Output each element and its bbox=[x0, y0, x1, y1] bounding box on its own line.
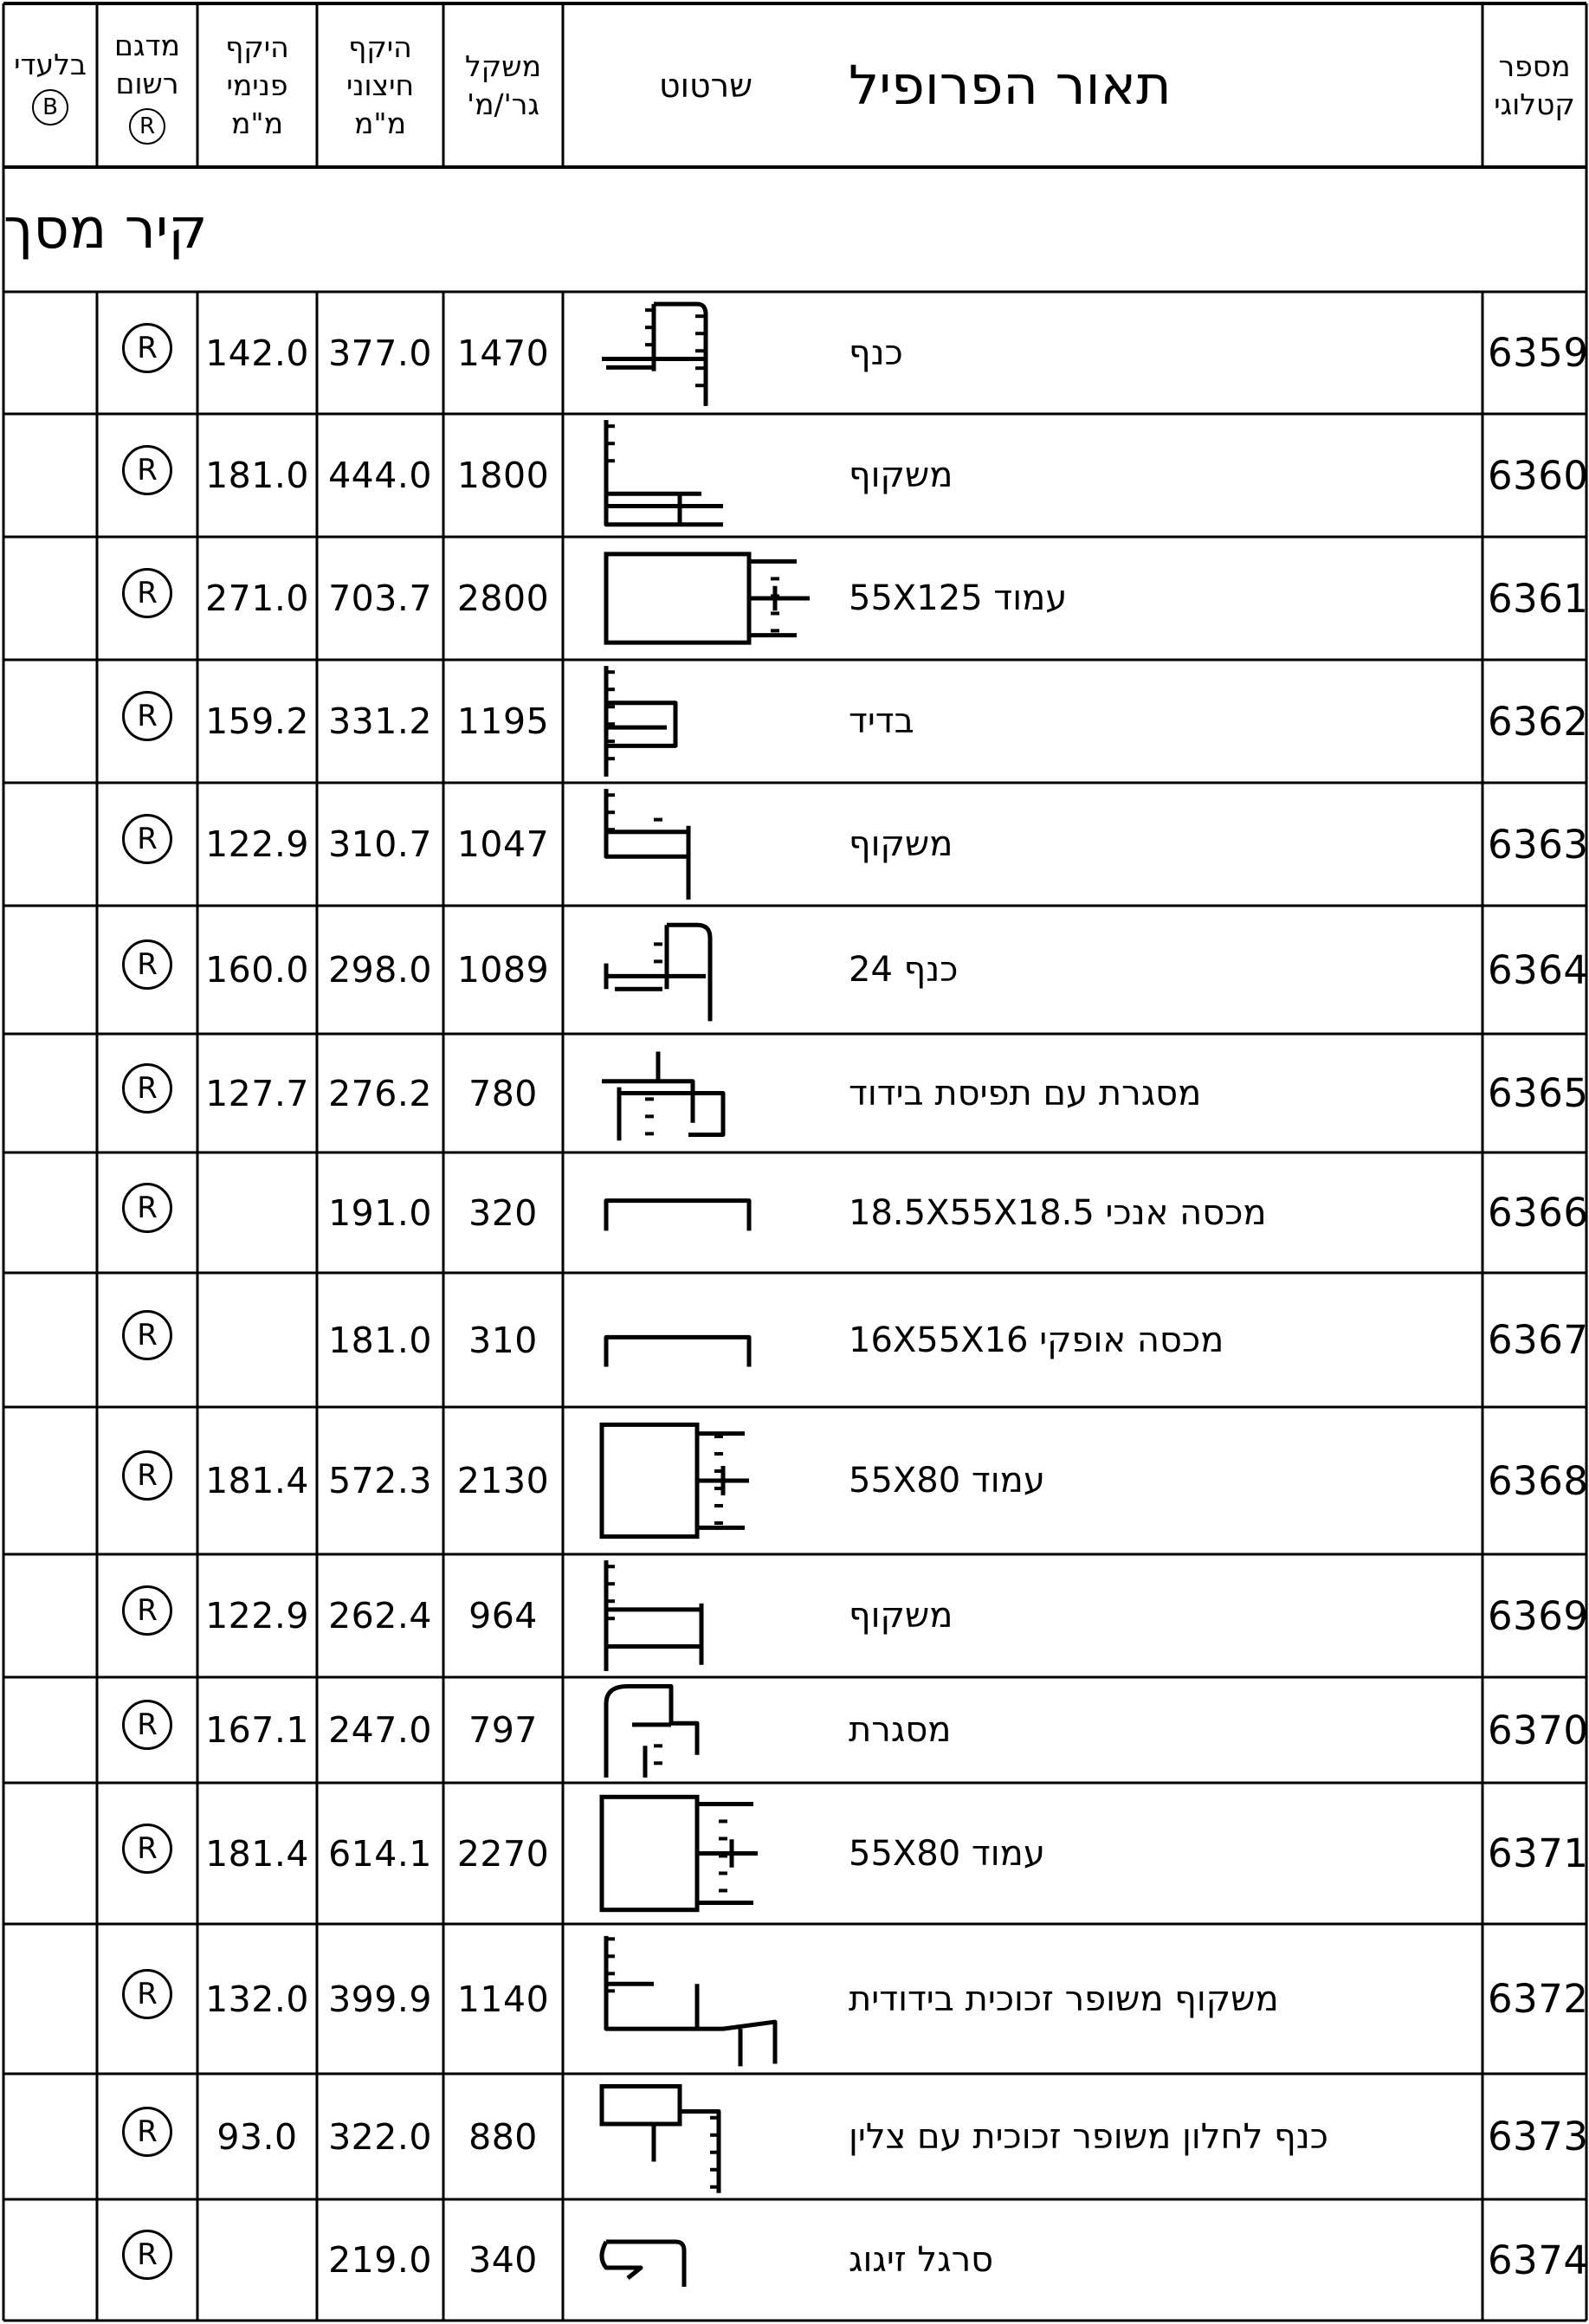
catalog-number: 6363 bbox=[1488, 821, 1589, 868]
frame-box-profile-drawing bbox=[567, 1677, 853, 1783]
mullion-profile-drawing bbox=[567, 537, 853, 660]
weight-value: 2800 bbox=[456, 578, 550, 619]
section-title: קיר מסך bbox=[3, 197, 208, 261]
inner-perimeter-value: 271.0 bbox=[205, 578, 309, 619]
registered-design-icon: R bbox=[122, 814, 172, 864]
header-registered-design-line: מדגם bbox=[114, 28, 180, 62]
outer-perimeter-value: 399.9 bbox=[328, 1978, 432, 2020]
exclusive-cell bbox=[3, 2199, 97, 2321]
profile-description: כנף bbox=[849, 332, 903, 373]
weight-value: 797 bbox=[468, 1709, 538, 1751]
mullion-profile-80b-drawing bbox=[567, 1783, 853, 1924]
exclusive-cell bbox=[3, 906, 97, 1034]
catalog-number: 6374 bbox=[1488, 2237, 1589, 2283]
header-weight-line: גר'/מ' bbox=[467, 87, 539, 121]
outer-perimeter-value: 276.2 bbox=[328, 1072, 432, 1114]
inner-perimeter-value bbox=[197, 1273, 317, 1407]
frame-profile-drawing bbox=[567, 414, 853, 537]
weight-value: 1089 bbox=[456, 949, 550, 991]
exclusive-cell bbox=[3, 1152, 97, 1273]
sash-profile-24-drawing bbox=[567, 906, 853, 1034]
registered-design-icon: R bbox=[122, 2230, 172, 2280]
registered-design-icon: R bbox=[122, 1450, 172, 1501]
inner-perimeter-value bbox=[197, 1152, 317, 1273]
profile-description: בדיד bbox=[849, 701, 914, 741]
outer-perimeter-value: 191.0 bbox=[328, 1191, 432, 1234]
catalog-number: 6361 bbox=[1488, 575, 1589, 622]
frame-profile-2-drawing bbox=[567, 783, 853, 906]
header-outer-perimeter-line: היקף bbox=[348, 29, 412, 64]
exclusive-cell bbox=[3, 414, 97, 537]
registered-design-icon: R bbox=[122, 445, 172, 495]
catalog-number: 6371 bbox=[1488, 1830, 1589, 1876]
inner-perimeter-value: 122.9 bbox=[205, 823, 309, 865]
header-weight-line: משקל bbox=[465, 48, 541, 83]
catalog-number: 6370 bbox=[1488, 1707, 1589, 1753]
header-outer-perimeter bbox=[317, 3, 443, 167]
catalog-number: 6360 bbox=[1488, 452, 1589, 499]
registered-design-icon: R bbox=[122, 1063, 172, 1114]
inner-perimeter-value: 167.1 bbox=[205, 1709, 309, 1751]
weight-value: 1470 bbox=[456, 332, 550, 374]
improved-sash-profile-drawing bbox=[567, 2074, 853, 2199]
profile-description: מכסה אנכי 18.5X55X18.5 bbox=[849, 1192, 1267, 1233]
weight-value: 1047 bbox=[456, 823, 550, 865]
inner-perimeter-value: 127.7 bbox=[205, 1072, 309, 1114]
catalog-number: 6359 bbox=[1488, 330, 1589, 376]
exclusive-cell bbox=[3, 783, 97, 906]
header-exclusive bbox=[3, 3, 97, 167]
profile-description: מכסה אופקי 16X55X16 bbox=[849, 1320, 1224, 1360]
registered-design-icon: R bbox=[122, 1824, 172, 1874]
profile-description: כנף לחלון משופר זכוכית עם צלין bbox=[849, 2116, 1328, 2157]
header-inner-perimeter-line: פנימי bbox=[226, 68, 288, 102]
catalog-number: 6368 bbox=[1488, 1457, 1589, 1504]
outer-perimeter-value: 614.1 bbox=[328, 1832, 432, 1875]
exclusive-cell bbox=[3, 2074, 97, 2199]
inner-perimeter-value: 159.2 bbox=[205, 700, 309, 742]
header-profile-description: תאור הפרופיל bbox=[849, 54, 1172, 117]
outer-perimeter-value: 331.2 bbox=[328, 700, 432, 742]
exclusive-cell bbox=[3, 292, 97, 414]
profile-description: מסגרת עם תפיסת בידוד bbox=[849, 1073, 1202, 1114]
profile-description: עמוד 55X125 bbox=[849, 578, 1068, 618]
registered-design-icon: R bbox=[122, 323, 172, 373]
header-inner-perimeter-line: מ"מ bbox=[231, 106, 284, 140]
outer-perimeter-value: 703.7 bbox=[328, 578, 432, 619]
profile-description: עמוד 55X80 bbox=[849, 1833, 1045, 1874]
header-exclusive-line: בלעדי bbox=[14, 47, 87, 81]
registered-symbol-icon: B bbox=[32, 89, 68, 126]
exclusive-cell bbox=[3, 1677, 97, 1783]
outer-perimeter-value: 444.0 bbox=[328, 455, 432, 496]
inner-perimeter-value: 132.0 bbox=[205, 1978, 309, 2020]
header-outer-perimeter-line: מ"מ bbox=[354, 106, 407, 140]
profile-description: סרגל זיגוג bbox=[849, 2240, 994, 2280]
improved-frame-profile-drawing bbox=[567, 1924, 853, 2074]
catalog-number: 6366 bbox=[1488, 1190, 1589, 1236]
exclusive-cell bbox=[3, 660, 97, 783]
exclusive-cell bbox=[3, 1783, 97, 1924]
registered-symbol-icon: R bbox=[129, 108, 165, 145]
registered-design-icon: R bbox=[122, 691, 172, 741]
outer-perimeter-value: 310.7 bbox=[328, 823, 432, 865]
inner-perimeter-value: 142.0 bbox=[205, 332, 309, 374]
frame-profile-3-drawing bbox=[567, 1554, 853, 1677]
header-weight bbox=[443, 3, 563, 167]
exclusive-cell bbox=[3, 1034, 97, 1152]
profile-description: כנף 24 bbox=[849, 950, 959, 990]
exclusive-cell bbox=[3, 1554, 97, 1677]
weight-value: 964 bbox=[468, 1595, 538, 1636]
weight-value: 310 bbox=[468, 1319, 538, 1361]
header-registered-design bbox=[97, 3, 197, 167]
inner-perimeter-value: 160.0 bbox=[205, 949, 309, 991]
weight-value: 340 bbox=[468, 2239, 538, 2281]
header-catalog-number-line: מספר bbox=[1498, 48, 1571, 83]
profile-description: משקוף bbox=[849, 824, 953, 864]
exclusive-cell bbox=[3, 1924, 97, 2074]
exclusive-cell bbox=[3, 1273, 97, 1407]
catalog-number: 6369 bbox=[1488, 1592, 1589, 1639]
inner-perimeter-value bbox=[197, 2199, 317, 2321]
header-outer-perimeter-line: חיצוני bbox=[346, 68, 415, 102]
weight-value: 780 bbox=[468, 1072, 538, 1114]
header-catalog-number bbox=[1482, 3, 1586, 167]
inner-perimeter-value: 181.4 bbox=[205, 1460, 309, 1501]
insulator-profile-drawing bbox=[567, 660, 853, 783]
exclusive-cell bbox=[3, 537, 97, 660]
weight-value: 2130 bbox=[456, 1460, 550, 1501]
registered-design-icon: R bbox=[122, 939, 172, 990]
registered-design-icon: R bbox=[122, 1183, 172, 1233]
outer-perimeter-value: 377.0 bbox=[328, 332, 432, 374]
outer-perimeter-value: 219.0 bbox=[328, 2239, 432, 2281]
catalog-number: 6367 bbox=[1488, 1317, 1589, 1363]
outer-perimeter-value: 298.0 bbox=[328, 949, 432, 991]
profile-description: משקוף bbox=[849, 1596, 953, 1636]
registered-design-icon: R bbox=[122, 1585, 172, 1636]
registered-design-icon: R bbox=[122, 1700, 172, 1750]
profile-description: מסגרת bbox=[849, 1710, 952, 1750]
header-inner-perimeter bbox=[197, 3, 317, 167]
catalog-number: 6373 bbox=[1488, 2114, 1589, 2159]
catalog-number: 6365 bbox=[1488, 1070, 1589, 1116]
outer-perimeter-value: 262.4 bbox=[328, 1595, 432, 1636]
header-inner-perimeter-line: היקף bbox=[225, 29, 289, 64]
inner-perimeter-value: 181.4 bbox=[205, 1832, 309, 1875]
inner-perimeter-value: 122.9 bbox=[205, 1595, 309, 1636]
glazing-bead-profile-drawing bbox=[567, 2199, 853, 2321]
profile-description: משקוף bbox=[849, 455, 953, 495]
exclusive-cell bbox=[3, 1407, 97, 1554]
profile-description: עמוד 55X80 bbox=[849, 1461, 1045, 1501]
catalog-number: 6364 bbox=[1488, 946, 1589, 993]
weight-value: 1195 bbox=[456, 700, 550, 742]
vertical-cover-profile-drawing bbox=[567, 1152, 853, 1273]
catalog-number: 6362 bbox=[1488, 698, 1589, 745]
weight-value: 880 bbox=[468, 2115, 538, 2158]
outer-perimeter-value: 247.0 bbox=[328, 1709, 432, 1751]
outer-perimeter-value: 322.0 bbox=[328, 2115, 432, 2158]
header-drawing: שרטוט bbox=[659, 66, 753, 105]
header-catalog-number-line: קטלוגי bbox=[1494, 87, 1575, 121]
weight-value: 320 bbox=[468, 1191, 538, 1234]
mullion-profile-80-drawing bbox=[567, 1407, 853, 1554]
horizontal-cover-profile-drawing bbox=[567, 1273, 853, 1407]
header-registered-design-line: רשום bbox=[115, 66, 179, 100]
profile-description: משקוף משופר זכוכית בידודית bbox=[849, 1979, 1279, 2019]
catalog-number: 6372 bbox=[1488, 1976, 1589, 2022]
registered-design-icon: R bbox=[122, 1969, 172, 2019]
weight-value: 1800 bbox=[456, 455, 550, 496]
inner-perimeter-value: 181.0 bbox=[205, 455, 309, 496]
outer-perimeter-value: 572.3 bbox=[328, 1460, 432, 1501]
outer-perimeter-value: 181.0 bbox=[328, 1319, 432, 1361]
sash-profile-drawing bbox=[567, 292, 853, 414]
weight-value: 1140 bbox=[456, 1978, 550, 2020]
insulated-frame-profile-drawing bbox=[567, 1034, 853, 1152]
registered-design-icon: R bbox=[122, 1310, 172, 1360]
registered-design-icon: R bbox=[122, 568, 172, 618]
inner-perimeter-value: 93.0 bbox=[216, 2115, 298, 2158]
registered-design-icon: R bbox=[122, 2107, 172, 2157]
weight-value: 2270 bbox=[456, 1832, 550, 1875]
